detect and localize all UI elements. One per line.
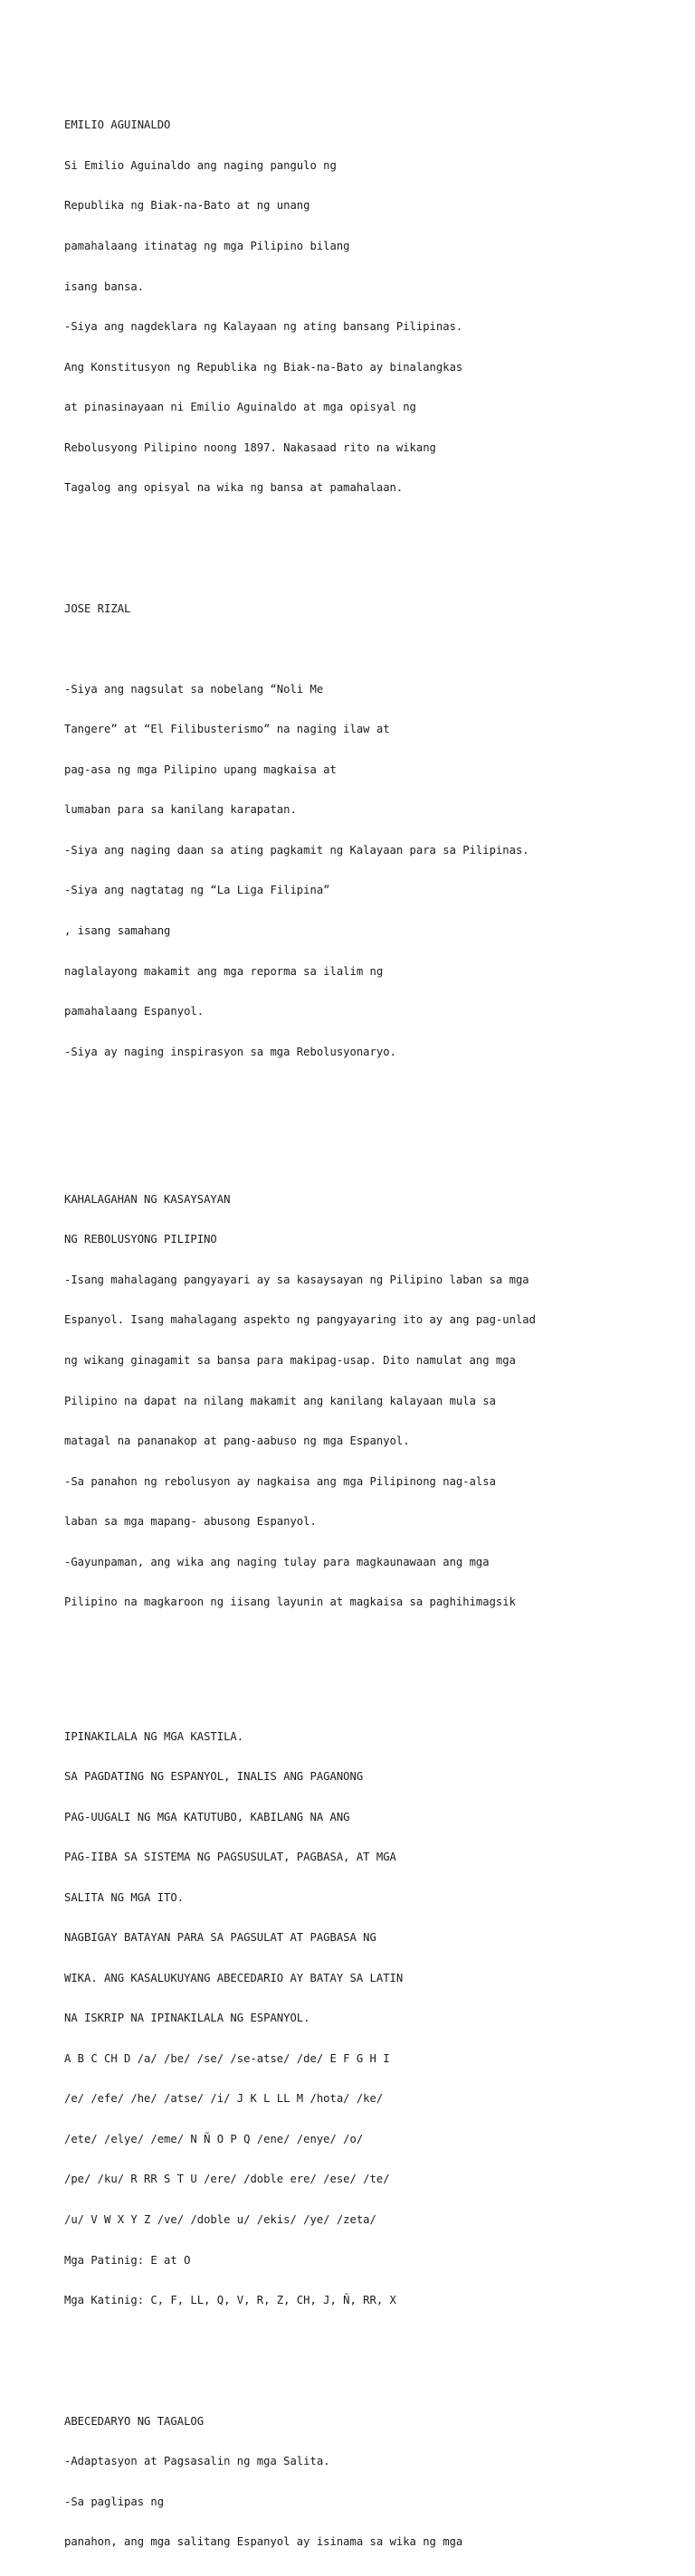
text-line: naglalayong makamit ang mga reporma sa ilalim ng (64, 964, 384, 978)
text-line: WIKA. ANG KASALUKUYANG ABECEDARIO AY BATAY SA LATIN (64, 1971, 404, 1984)
text-line: Tagalog ang opisyal na wika ng bansa at pamahalaan. (64, 481, 404, 495)
text-line: Tangere” at “El Filibusterismo” na naging ilaw at (64, 723, 390, 736)
text-line: -Siya ang nagsulat sa nobelang “Noli Me (64, 682, 324, 696)
katinig-line: Mga Katinig: C, F, LL, Q, V, R, Z, CH, J, Ñ, RR, X (64, 2294, 396, 2307)
text-line: Republika ng Biak-na-Bato at ng unang (64, 199, 310, 213)
text-line: PAG-IIBA SA SISTEMA NG PAGSUSULAT, PAGBASA, AT MGA (64, 1851, 396, 1864)
text-line: , isang samahang (64, 924, 171, 937)
text-line: PAG-UUGALI NG MGA KATUTUBO, KABILANG NA ANG (64, 1810, 350, 1823)
text-line: -Sa paglipas ng (64, 2495, 165, 2508)
text-line: -Siya ang nagdeklara ng Kalayaan ng ating bansang Pilipinas. (64, 320, 463, 334)
text-line: Rebolusyong Pilipino noong 1897. Nakasaad rito na wikang (64, 440, 436, 454)
document-page (64, 65, 680, 2576)
text-line: panahon, ang mga salitang Espanyol ay isinama sa wika ng mga (64, 2535, 463, 2549)
text-line: -Siya ay naging inspirasyon sa mga Rebolusyonaryo. (64, 1045, 396, 1058)
spacer (64, 2347, 680, 2361)
text-line: lumaban para sa kanilang karapatan. (64, 803, 297, 817)
text-line: isang bansa. (64, 279, 145, 293)
text-line: Ang Konstitusyon ng Republika ng Biak-na-Bato ay binalangkas (64, 360, 463, 374)
text-line: pamahalaang Espanyol. (64, 1005, 205, 1018)
section-heading-kahalagahan-1: KAHALAGAHAN NG KASAYSAYAN (64, 1192, 231, 1206)
text-line: Si Emilio Aguinaldo ang naging pangulo ng (64, 158, 337, 172)
section-heading-rizal: JOSE RIZAL (64, 601, 131, 615)
section-heading-aguinaldo: EMILIO AGUINALDO (64, 118, 171, 132)
alphabet-line: /u/ V W X Y Z /ve/ /doble u/ /ekis/ /ye/ /zeta/ (64, 2213, 376, 2227)
text-line: matagal na pananakop at pang-aabuso ng mga Espanyol. (64, 1435, 410, 1448)
spacer (64, 1099, 680, 1140)
text-line: at pinasinayaan ni Emilio Aguinaldo at mga opisyal ng (64, 401, 416, 414)
alphabet-line: /pe/ /ku/ R RR S T U /ere/ /doble ere/ /ese/ /te/ (64, 2173, 390, 2186)
text-line: Pilipino na dapat na nilang makamit ang kanilang kalayaan mula sa (64, 1394, 496, 1407)
text-line: pag-asa ng mga Pilipino upang magkaisa at (64, 762, 337, 776)
text-line: Espanyol. Isang mahalagang aspekto ng pangyayaring ito ay ang pag-unlad (64, 1313, 536, 1327)
text-line: pamahalaang itinatag ng mga Pilipino bilang (64, 239, 350, 252)
section-heading-kahalagahan-2: NG REBOLUSYONG PILIPINO (64, 1233, 217, 1246)
alphabet-line: /ete/ /elye/ /eme/ N Ñ O P Q /ene/ /enye/ /o/ (64, 2132, 364, 2145)
section-heading-abecedaryo: ABECEDARYO NG TAGALOG (64, 2414, 205, 2428)
text-line: -Sa panahon ng rebolusyon ay nagkaisa ang mga Pilipinong nag-alsa (64, 1474, 496, 1488)
patinig-line: Mga Patinig: E at O (64, 2253, 191, 2267)
text-line: SALITA NG MGA ITO. (64, 1890, 185, 1904)
text-line: laban sa mga mapang- abusong Espanyol. (64, 1515, 317, 1529)
text-line: -Adaptasyon at Pagsasalin ng mga Salita. (64, 2455, 330, 2468)
spacer (64, 642, 680, 656)
text-line: NAGBIGAY BATAYAN PARA SA PAGSULAT AT PAGBASA NG (64, 1931, 376, 1945)
text-line: Pilipino na magkaroon ng iisang layunin at magkaisa sa paghihimagsik (64, 1596, 516, 1609)
text-line: NA ISKRIP NA IPINAKILALA NG ESPANYOL. (64, 2012, 310, 2025)
text-line: -Siya ang naging daan sa ating pagkamit ng Kalayaan para sa Pilipinas. (64, 843, 529, 857)
spacer (64, 1650, 680, 1677)
text-line: -Isang mahalagang pangyayari ay sa kasaysayan ng Pilipino laban sa mga (64, 1273, 529, 1286)
text-line: SA PAGDATING NG ESPANYOL, INALIS ANG PAGANONG (64, 1770, 364, 1784)
section-heading-kastila: IPINAKILALA NG MGA KASTILA. (64, 1729, 244, 1743)
alphabet-line: /e/ /efe/ /he/ /atse/ /i/ J K L LL M /hota/ /ke/ (64, 2092, 384, 2106)
alphabet-line: A B C CH D /a/ /be/ /se/ /se-atse/ /de/ E F G H I (64, 2051, 390, 2065)
spacer (64, 535, 680, 549)
text-line: ng wikang ginagamit sa bansa para makipag-usap. Dito namulat ang mga (64, 1354, 516, 1368)
text-line: -Siya ang nagtatag ng “La Liga Filipina” (64, 884, 330, 897)
text-line: -Gayunpaman, ang wika ang naging tulay para magkaunawaan ang mga (64, 1555, 490, 1568)
